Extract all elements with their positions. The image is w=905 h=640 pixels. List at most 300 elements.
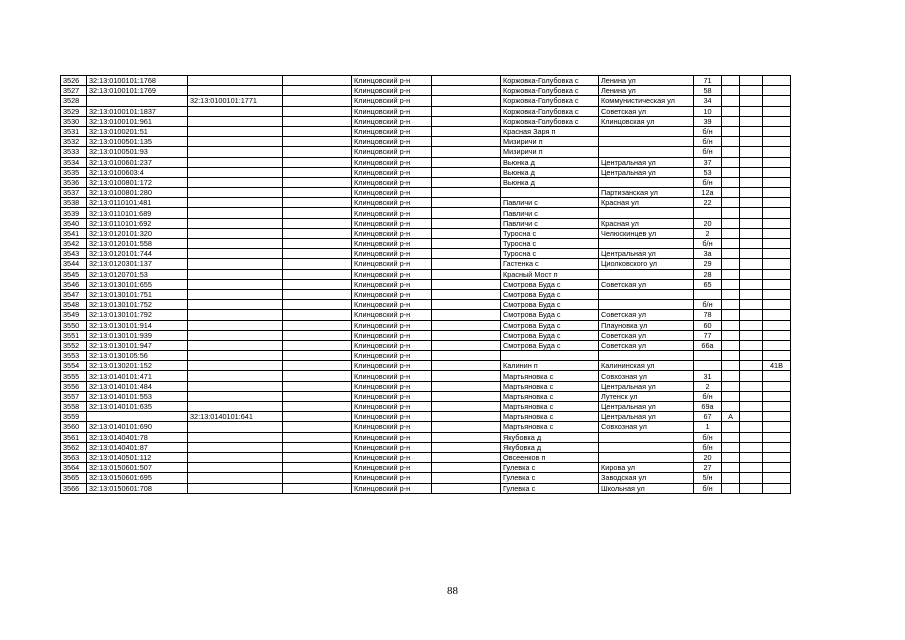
cell-row-number: 3552: [61, 340, 87, 350]
cell-cadastral-number: 32:13:0100101:1769: [87, 86, 188, 96]
cell-cadastral-number: 32:13:0140501:112: [87, 452, 188, 462]
table-row: [61, 432, 791, 442]
cell-house-number: б/н: [694, 391, 722, 401]
cell-settlement: Вьюнка д: [501, 177, 599, 187]
cell-house-number: б/н: [694, 432, 722, 442]
cell-house-number: б/н: [694, 239, 722, 249]
cell-house-number: [694, 361, 722, 371]
cell-extra-field: [283, 381, 352, 391]
cell-house-number: 37: [694, 157, 722, 167]
cell-extra-field-2: [432, 279, 501, 289]
cell-cadastral-number: 32:13:0130101:939: [87, 330, 188, 340]
cell-extra-field-2: [432, 320, 501, 330]
cell-row-number: 3534: [61, 157, 87, 167]
cell-row-number: 3540: [61, 218, 87, 228]
cell-letter: [722, 473, 740, 483]
cell-settlement: Коржовка-Голубовка с: [501, 116, 599, 126]
cell-cadastral-number: 32:13:0120701:53: [87, 269, 188, 279]
table-row: [61, 391, 791, 401]
cell-extra-field: [283, 249, 352, 259]
table-row: [61, 126, 791, 136]
cell-building: [740, 269, 763, 279]
cell-district: Клинцовский р-н: [352, 76, 432, 86]
cell-building: [740, 157, 763, 167]
cell-cadastral-number-alt: [188, 188, 283, 198]
cell-row-number: 3533: [61, 147, 87, 157]
cell-cadastral-number: 32:13:0100501:93: [87, 147, 188, 157]
cell-letter: [722, 340, 740, 350]
cell-settlement: [501, 351, 599, 361]
cell-district: Клинцовский р-н: [352, 422, 432, 432]
cell-street: [599, 208, 694, 218]
cell-structure: [763, 177, 791, 187]
cell-extra-field-2: [432, 249, 501, 259]
cell-extra-field: [283, 402, 352, 412]
cell-house-number: 3а: [694, 249, 722, 259]
cell-building: [740, 310, 763, 320]
cell-street: Лутенск ул: [599, 391, 694, 401]
cell-row-number: 3526: [61, 76, 87, 86]
cell-cadastral-number: 32:13:0130101:655: [87, 279, 188, 289]
table-row: [61, 86, 791, 96]
cell-building: [740, 228, 763, 238]
cell-row-number: 3529: [61, 106, 87, 116]
cell-row-number: 3546: [61, 279, 87, 289]
cell-building: [740, 137, 763, 147]
cell-extra-field: [283, 76, 352, 86]
cell-building: [740, 147, 763, 157]
table-row: [61, 167, 791, 177]
cell-structure: [763, 483, 791, 493]
cell-street: [599, 126, 694, 136]
cell-building: [740, 452, 763, 462]
cell-house-number: б/н: [694, 300, 722, 310]
cell-cadastral-number-alt: [188, 432, 283, 442]
table-row: [61, 137, 791, 147]
cell-extra-field: [283, 300, 352, 310]
table-row: [61, 177, 791, 187]
cell-extra-field-2: [432, 157, 501, 167]
cell-district: Клинцовский р-н: [352, 228, 432, 238]
cell-letter: [722, 269, 740, 279]
cell-cadastral-number: 32:13:0130101:792: [87, 310, 188, 320]
cell-district: Клинцовский р-н: [352, 259, 432, 269]
cell-settlement: Якубовка д: [501, 432, 599, 442]
cell-house-number: [694, 351, 722, 361]
cell-building: [740, 381, 763, 391]
cell-extra-field: [283, 371, 352, 381]
cell-row-number: 3538: [61, 198, 87, 208]
cell-district: Клинцовский р-н: [352, 198, 432, 208]
cell-cadastral-number-alt: [188, 310, 283, 320]
table-row: [61, 320, 791, 330]
cell-building: [740, 167, 763, 177]
cell-house-number: б/н: [694, 137, 722, 147]
cell-house-number: 2: [694, 381, 722, 391]
cell-row-number: 3566: [61, 483, 87, 493]
cell-cadastral-number: 32:13:0100801:172: [87, 177, 188, 187]
cell-extra-field: [283, 442, 352, 452]
register-table-body: [61, 76, 791, 494]
cell-district: Клинцовский р-н: [352, 442, 432, 452]
cell-structure: [763, 289, 791, 299]
cell-extra-field-2: [432, 198, 501, 208]
cell-street: Плауновка ул: [599, 320, 694, 330]
cell-street: Заводская ул: [599, 473, 694, 483]
cell-row-number: 3542: [61, 239, 87, 249]
cell-row-number: 3537: [61, 188, 87, 198]
cell-house-number: 10: [694, 106, 722, 116]
cell-extra-field-2: [432, 106, 501, 116]
cell-district: Клинцовский р-н: [352, 177, 432, 187]
cell-cadastral-number: 32:13:0100603:4: [87, 167, 188, 177]
cell-cadastral-number-alt: [188, 208, 283, 218]
cell-settlement: Мартьяновка с: [501, 402, 599, 412]
cell-extra-field: [283, 96, 352, 106]
cell-structure: [763, 391, 791, 401]
cell-extra-field: [283, 320, 352, 330]
table-row: [61, 279, 791, 289]
cell-structure: [763, 259, 791, 269]
cell-district: Клинцовский р-н: [352, 96, 432, 106]
table-row: [61, 239, 791, 249]
cell-district: Клинцовский р-н: [352, 188, 432, 198]
cell-cadastral-number: 32:13:0100201:51: [87, 126, 188, 136]
cell-district: Клинцовский р-н: [352, 86, 432, 96]
cell-settlement: Вьюнка д: [501, 167, 599, 177]
cell-structure: [763, 157, 791, 167]
cell-cadastral-number: 32:13:0100601:237: [87, 157, 188, 167]
cell-district: Клинцовский р-н: [352, 116, 432, 126]
cell-letter: [722, 106, 740, 116]
cell-house-number: 2: [694, 228, 722, 238]
table-row: [61, 442, 791, 452]
cell-house-number: 22: [694, 198, 722, 208]
cell-settlement: Гулевка с: [501, 483, 599, 493]
table-row: [61, 289, 791, 299]
cell-settlement: Мизиричи п: [501, 147, 599, 157]
cell-district: Клинцовский р-н: [352, 351, 432, 361]
cell-extra-field: [283, 239, 352, 249]
cell-cadastral-number-alt: [188, 147, 283, 157]
cell-extra-field-2: [432, 188, 501, 198]
cell-district: Клинцовский р-н: [352, 402, 432, 412]
cell-settlement: Смотрова Буда с: [501, 330, 599, 340]
cell-row-number: 3531: [61, 126, 87, 136]
table-row: [61, 422, 791, 432]
cell-settlement: Гулевка с: [501, 463, 599, 473]
cell-extra-field: [283, 86, 352, 96]
cell-structure: [763, 239, 791, 249]
cell-letter: [722, 442, 740, 452]
cell-structure: [763, 198, 791, 208]
cell-extra-field: [283, 269, 352, 279]
cell-cadastral-number-alt: [188, 289, 283, 299]
cell-district: Клинцовский р-н: [352, 300, 432, 310]
cell-row-number: 3547: [61, 289, 87, 299]
cell-district: Клинцовский р-н: [352, 269, 432, 279]
cell-extra-field-2: [432, 177, 501, 187]
cell-extra-field-2: [432, 351, 501, 361]
cell-street: Центральная ул: [599, 402, 694, 412]
cell-extra-field-2: [432, 137, 501, 147]
cell-district: Клинцовский р-н: [352, 218, 432, 228]
cell-structure: [763, 279, 791, 289]
cell-street: [599, 269, 694, 279]
cell-street: Циолковского ул: [599, 259, 694, 269]
cell-district: Клинцовский р-н: [352, 330, 432, 340]
cell-house-number: 28: [694, 269, 722, 279]
cell-extra-field-2: [432, 422, 501, 432]
cell-extra-field: [283, 106, 352, 116]
cell-extra-field: [283, 432, 352, 442]
cell-street: [599, 177, 694, 187]
cell-extra-field: [283, 157, 352, 167]
cell-structure: [763, 228, 791, 238]
cell-building: [740, 422, 763, 432]
cell-extra-field-2: [432, 340, 501, 350]
cell-house-number: 66а: [694, 340, 722, 350]
cell-extra-field: [283, 198, 352, 208]
cell-building: [740, 126, 763, 136]
cell-building: [740, 239, 763, 249]
cell-cadastral-number-alt: [188, 218, 283, 228]
cell-extra-field-2: [432, 381, 501, 391]
cell-structure: [763, 330, 791, 340]
cell-settlement: Смотрова Буда с: [501, 310, 599, 320]
cell-cadastral-number-alt: [188, 198, 283, 208]
cell-cadastral-number: [87, 412, 188, 422]
table-row: [61, 351, 791, 361]
cell-cadastral-number-alt: [188, 422, 283, 432]
cell-structure: [763, 208, 791, 218]
cell-extra-field: [283, 188, 352, 198]
cell-extra-field-2: [432, 147, 501, 157]
cell-cadastral-number: 32:13:0140401:87: [87, 442, 188, 452]
cell-district: Клинцовский р-н: [352, 289, 432, 299]
cell-street: Челюскинцев ул: [599, 228, 694, 238]
cell-district: Клинцовский р-н: [352, 106, 432, 116]
cell-extra-field: [283, 340, 352, 350]
cell-extra-field: [283, 147, 352, 157]
cell-structure: [763, 402, 791, 412]
cell-cadastral-number: 32:13:0110101:692: [87, 218, 188, 228]
cell-building: [740, 198, 763, 208]
cell-letter: [722, 116, 740, 126]
table-row: [61, 249, 791, 259]
cell-extra-field-2: [432, 167, 501, 177]
cell-cadastral-number-alt: [188, 463, 283, 473]
cell-street: [599, 289, 694, 299]
cell-street: Коммунистическая ул: [599, 96, 694, 106]
cell-house-number: 60: [694, 320, 722, 330]
cell-letter: [722, 320, 740, 330]
cell-street: Советская ул: [599, 340, 694, 350]
cell-row-number: 3536: [61, 177, 87, 187]
cell-cadastral-number: 32:13:0120101:744: [87, 249, 188, 259]
cell-cadastral-number-alt: [188, 340, 283, 350]
cell-extra-field-2: [432, 289, 501, 299]
cell-structure: [763, 188, 791, 198]
cell-extra-field: [283, 177, 352, 187]
cell-house-number: б/н: [694, 147, 722, 157]
cell-street: [599, 351, 694, 361]
cell-street: Центральная ул: [599, 249, 694, 259]
cell-cadastral-number-alt: 32:13:0140101:641: [188, 412, 283, 422]
cell-structure: [763, 412, 791, 422]
table-row: [61, 402, 791, 412]
cell-settlement: Коржовка-Голубовка с: [501, 96, 599, 106]
cell-extra-field-2: [432, 371, 501, 381]
cell-cadastral-number-alt: [188, 452, 283, 462]
cell-letter: [722, 371, 740, 381]
cell-settlement: Павличи с: [501, 198, 599, 208]
cell-house-number: б/н: [694, 483, 722, 493]
cell-structure: [763, 473, 791, 483]
cell-letter: [722, 310, 740, 320]
cell-extra-field: [283, 218, 352, 228]
cell-extra-field: [283, 167, 352, 177]
cell-structure: 41В: [763, 361, 791, 371]
cell-cadastral-number: 32:13:0140101:484: [87, 381, 188, 391]
cell-row-number: 3541: [61, 228, 87, 238]
cell-street: Ленина ул: [599, 76, 694, 86]
table-row: [61, 269, 791, 279]
table-row: [61, 106, 791, 116]
cell-house-number: 29: [694, 259, 722, 269]
cell-settlement: Калинин п: [501, 361, 599, 371]
cell-street: Партизанская ул: [599, 188, 694, 198]
cell-structure: [763, 442, 791, 452]
cell-extra-field: [283, 126, 352, 136]
cell-extra-field: [283, 351, 352, 361]
cell-district: Клинцовский р-н: [352, 391, 432, 401]
cell-building: [740, 259, 763, 269]
cell-cadastral-number-alt: [188, 381, 283, 391]
cell-building: [740, 177, 763, 187]
cell-row-number: 3551: [61, 330, 87, 340]
cell-district: Клинцовский р-н: [352, 361, 432, 371]
cell-extra-field-2: [432, 259, 501, 269]
cell-letter: [722, 422, 740, 432]
table-row: [61, 300, 791, 310]
cell-district: Клинцовский р-н: [352, 167, 432, 177]
cell-row-number: 3550: [61, 320, 87, 330]
cell-row-number: 3554: [61, 361, 87, 371]
cell-house-number: 20: [694, 452, 722, 462]
cell-structure: [763, 371, 791, 381]
cell-street: Центральная ул: [599, 157, 694, 167]
table-row: [61, 412, 791, 422]
cell-letter: [722, 208, 740, 218]
cell-letter: [722, 137, 740, 147]
cell-building: [740, 391, 763, 401]
cell-district: Клинцовский р-н: [352, 239, 432, 249]
cell-extra-field-2: [432, 269, 501, 279]
cell-district: Клинцовский р-н: [352, 208, 432, 218]
cell-cadastral-number: 32:13:0140401:78: [87, 432, 188, 442]
cell-extra-field-2: [432, 432, 501, 442]
cell-extra-field-2: [432, 96, 501, 106]
cell-street: Калининская ул: [599, 361, 694, 371]
cell-district: Клинцовский р-н: [352, 279, 432, 289]
table-row: [61, 340, 791, 350]
table-row: [61, 463, 791, 473]
cell-district: Клинцовский р-н: [352, 340, 432, 350]
page-number: 88: [447, 585, 458, 597]
cell-row-number: 3549: [61, 310, 87, 320]
cell-settlement: Туросна с: [501, 228, 599, 238]
cell-settlement: Смотрова Буда с: [501, 289, 599, 299]
cell-letter: [722, 147, 740, 157]
table-row: [61, 330, 791, 340]
cell-cadastral-number-alt: [188, 116, 283, 126]
cell-building: [740, 208, 763, 218]
cell-cadastral-number-alt: 32:13:0100101:1771: [188, 96, 283, 106]
table-row: [61, 473, 791, 483]
cell-district: Клинцовский р-н: [352, 463, 432, 473]
cell-district: Клинцовский р-н: [352, 157, 432, 167]
cell-district: Клинцовский р-н: [352, 452, 432, 462]
cell-street: [599, 239, 694, 249]
cell-row-number: 3561: [61, 432, 87, 442]
cell-settlement: Мартьяновка с: [501, 391, 599, 401]
cell-cadastral-number-alt: [188, 300, 283, 310]
cell-letter: [722, 463, 740, 473]
cell-cadastral-number: 32:13:0110101:689: [87, 208, 188, 218]
cell-street: Центральная ул: [599, 167, 694, 177]
cell-street: Советская ул: [599, 330, 694, 340]
cell-extra-field-2: [432, 412, 501, 422]
cell-structure: [763, 126, 791, 136]
cell-house-number: б/н: [694, 442, 722, 452]
cell-cadastral-number-alt: [188, 259, 283, 269]
cell-cadastral-number: 32:13:0150601:708: [87, 483, 188, 493]
cell-building: [740, 483, 763, 493]
cell-row-number: 3543: [61, 249, 87, 259]
cell-row-number: 3556: [61, 381, 87, 391]
cell-building: [740, 300, 763, 310]
cell-letter: [722, 351, 740, 361]
cell-building: [740, 320, 763, 330]
cell-row-number: 3532: [61, 137, 87, 147]
cell-extra-field: [283, 452, 352, 462]
cell-street: [599, 452, 694, 462]
cell-building: [740, 463, 763, 473]
cell-street: [599, 147, 694, 157]
cell-row-number: 3545: [61, 269, 87, 279]
cell-structure: [763, 116, 791, 126]
cell-row-number: 3528: [61, 96, 87, 106]
cell-letter: [722, 330, 740, 340]
cell-district: Клинцовский р-н: [352, 473, 432, 483]
cell-cadastral-number: 32:13:0110101:481: [87, 198, 188, 208]
cell-row-number: 3563: [61, 452, 87, 462]
cell-extra-field-2: [432, 126, 501, 136]
cell-house-number: 65: [694, 279, 722, 289]
cell-cadastral-number: 32:13:0100501:135: [87, 137, 188, 147]
cell-letter: [722, 361, 740, 371]
cell-row-number: 3557: [61, 391, 87, 401]
cell-row-number: 3562: [61, 442, 87, 452]
cell-extra-field: [283, 473, 352, 483]
cell-cadastral-number-alt: [188, 239, 283, 249]
table-row: [61, 310, 791, 320]
cell-extra-field-2: [432, 391, 501, 401]
cell-extra-field-2: [432, 76, 501, 86]
cell-settlement: Гулевка с: [501, 473, 599, 483]
table-row: [61, 228, 791, 238]
